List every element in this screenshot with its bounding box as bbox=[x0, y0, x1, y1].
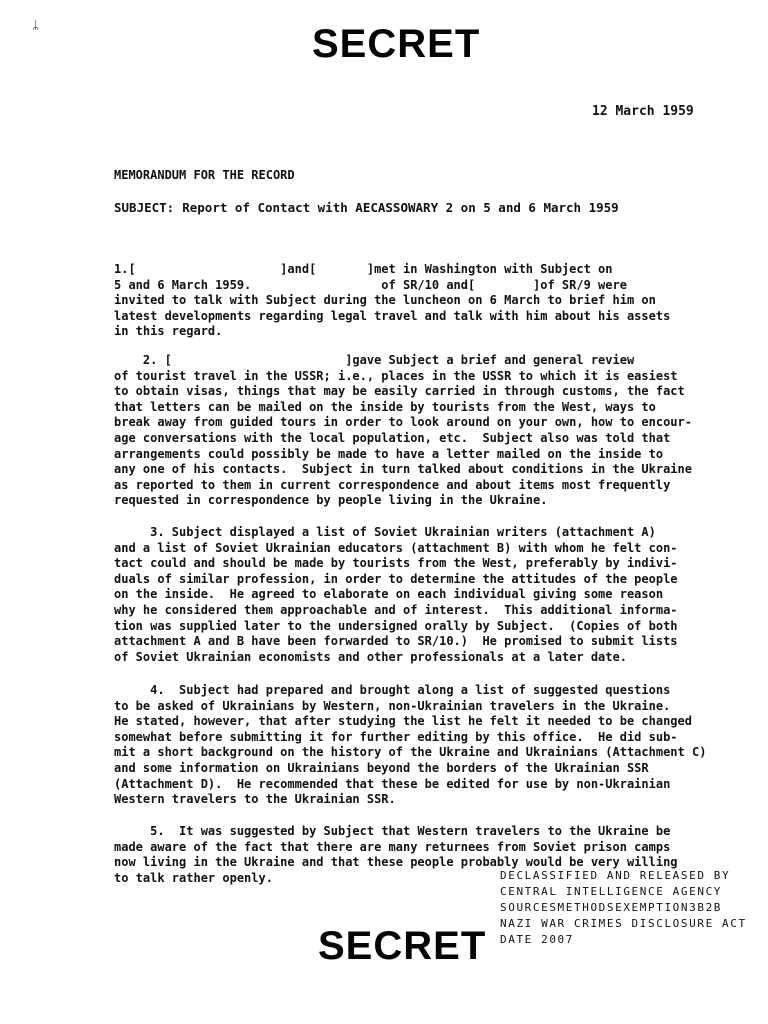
paragraph-2: 2. [ ]gave Subject a brief and general review of tourist travel in the USSR; i.e., places in the USSR to which it is easiest to obtain visas, things that may be easily carried in through customs, the fact that letters can be mailed on the inside by tourists from the West, ways to break away from guided tours in order to look around on your own, how to encour- age conversations with the local population, etc. Subject also was told that arrangements could possibly be made to have a letter mailed on the inside to any one of his contacts. Subject in turn talked about conditions in the Ukraine as reported to them in current correspondence and about items most frequently requested in correspondence by people living in the Ukraine. bbox=[114, 353, 692, 508]
paragraph-4: 4. Subject had prepared and brought along a list of suggested questions to be asked of Ukrainians by Western, non-Ukrainian travelers in the Ukraine. He stated, however, that after studying the list he felt it needed to be changed somewhat before submitting it for further editing by this office. He did sub- mit a short background on the history of the Ukraine and Ukrainians (Attachment C) and some information on Ukrainians beyond the borders of the Ukrainian SSR (Attachment D). He recommended that these be edited for use by non-Ukrainian Western travelers to the Ukrainian SSR. bbox=[114, 683, 707, 807]
declassification-stamp bbox=[500, 868, 747, 948]
stamp-line: CENTRAL INTELLIGENCE AGENCY bbox=[500, 885, 723, 898]
memo-subject-line bbox=[114, 200, 619, 215]
stray-mark: ᛦ bbox=[32, 18, 40, 32]
paragraph-5: 5. It was suggested by Subject that Western travelers to the Ukraine be made aware of the fact that there are many returnees from Soviet prison camps now living in the Ukraine and that these people probably would be very willing to talk rather openly. bbox=[114, 824, 678, 885]
subject-label: SUBJECT: bbox=[114, 200, 175, 215]
classification-footer: SECRET bbox=[318, 924, 487, 968]
memo-title: MEMORANDUM FOR THE RECORD bbox=[114, 168, 295, 182]
subject-text: Report of Contact with AECASSOWARY 2 on 5 and 6 March 1959 bbox=[182, 200, 619, 215]
paragraph-1: 1.[ ]and[ ]met in Washington with Subject on 5 and 6 March 1959. of SR/10 and[ ]of SR/9 were invited to talk with Subject during the luncheon on 6 March to brief him on latest developments regarding legal travel and talk with him about his assets in this regard. bbox=[114, 262, 671, 339]
paragraph-3: 3. Subject displayed a list of Soviet Ukrainian writers (attachment A) and a list of Soviet Ukrainian educators (attachment B) with whom he felt con- tact could and should be made by tourists from the West, preferably by indivi- duals of similar profession, in order to determine the attitudes of the people on the inside. He agreed to elaborate on each individual giving some reason why he considered them approachable and of interest. This additional informa- tion was supplied later to the undersigned orally by Subject. (Copies of both attachment A and B have been forwarded to SR/10.) He promised to submit lists of Soviet Ukrainian economists and other professionals at a later date. bbox=[114, 525, 678, 664]
stamp-line: DATE 2007 bbox=[500, 933, 575, 946]
stamp-line: SOURCESMETHODSEXEMPTION3B2B bbox=[500, 901, 723, 914]
stamp-line: DECLASSIFIED AND RELEASED BY bbox=[500, 869, 731, 882]
memo-date: 12 March 1959 bbox=[592, 104, 694, 119]
classification-header: SECRET bbox=[312, 22, 481, 66]
stamp-line: NAZI WAR CRIMES DISCLOSURE ACT bbox=[500, 917, 747, 930]
